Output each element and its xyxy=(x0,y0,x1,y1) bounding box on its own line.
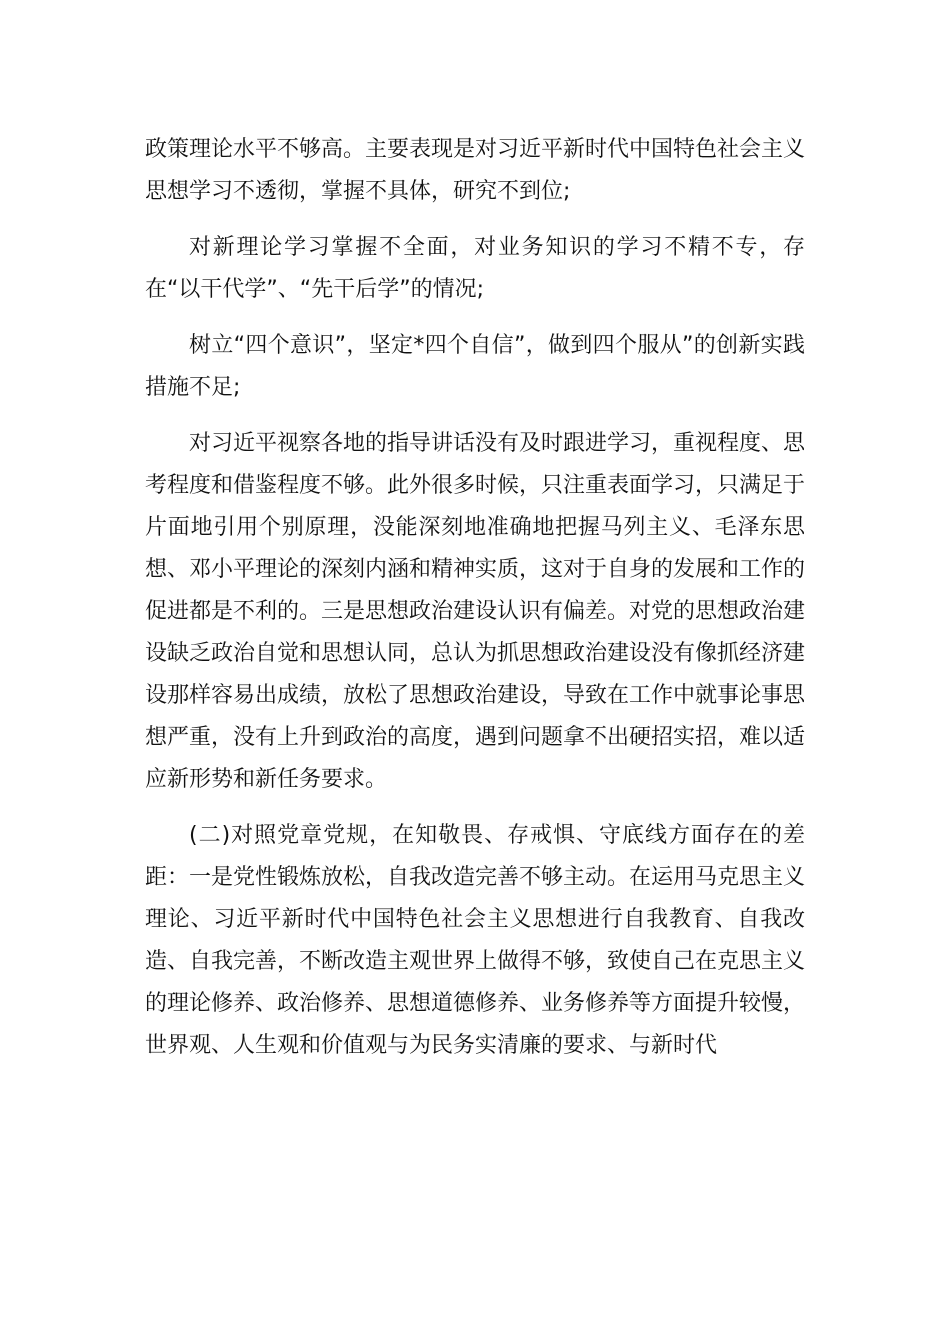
paragraph-continuation: 政策理论水平不够高。主要表现是对习近平新时代中国特色社会主义思想学习不透彻，掌握不具体，研究不到位; xyxy=(145,137,806,204)
paragraph: 对习近平视察各地的指导讲话没有及时跟进学习，重视程度、思考程度和借鉴程度不够。此外很多时候，只注重表面学习，只满足于片面地引用个别原理，没能深刻地准确地把握马列主义、毛泽东思想、邓小平理论的深刻内涵和精神实质，这对于自身的发展和工作的促进都是不利的。三是思想政治建设认识有偏差。对党的思想政治建设缺乏政治自觉和思想认同，总认为抓思想政治建设没有像抓经济建设那样容易出成绩，放松了思想政治建设，导致在工作中就事论事思想严重，没有上升到政治的高度，遇到问题拿不出硬招实招，难以适应新形势和新任务要求。 xyxy=(145,431,806,792)
paragraph: 树立“四个意识”，坚定*四个自信”，做到四个服从”的创新实践措施不足; xyxy=(145,333,805,400)
paragraph: (二)对照党章党规，在知敬畏、存戒惧、守底线方面存在的差距：一是党性锻炼放松，自我改造完善不够主动。在运用马克思主义理论、习近平新时代中国特色社会主义思想进行自我教育、自我改造、自我完善，不断改造主观世界上做得不够，致使自己在克思主义的理论修养、政治修养、思想道德修养、业务修养等方面提升较慢，世界观、人生观和价值观与为民务实清廉的要求、与新时代 xyxy=(145,823,806,1058)
document-body xyxy=(145,129,805,1081)
paragraph: 对新理论学习掌握不全面，对业务知识的学习不精不专，存在“以干代学”、“先干后学”的情况; xyxy=(145,235,805,302)
